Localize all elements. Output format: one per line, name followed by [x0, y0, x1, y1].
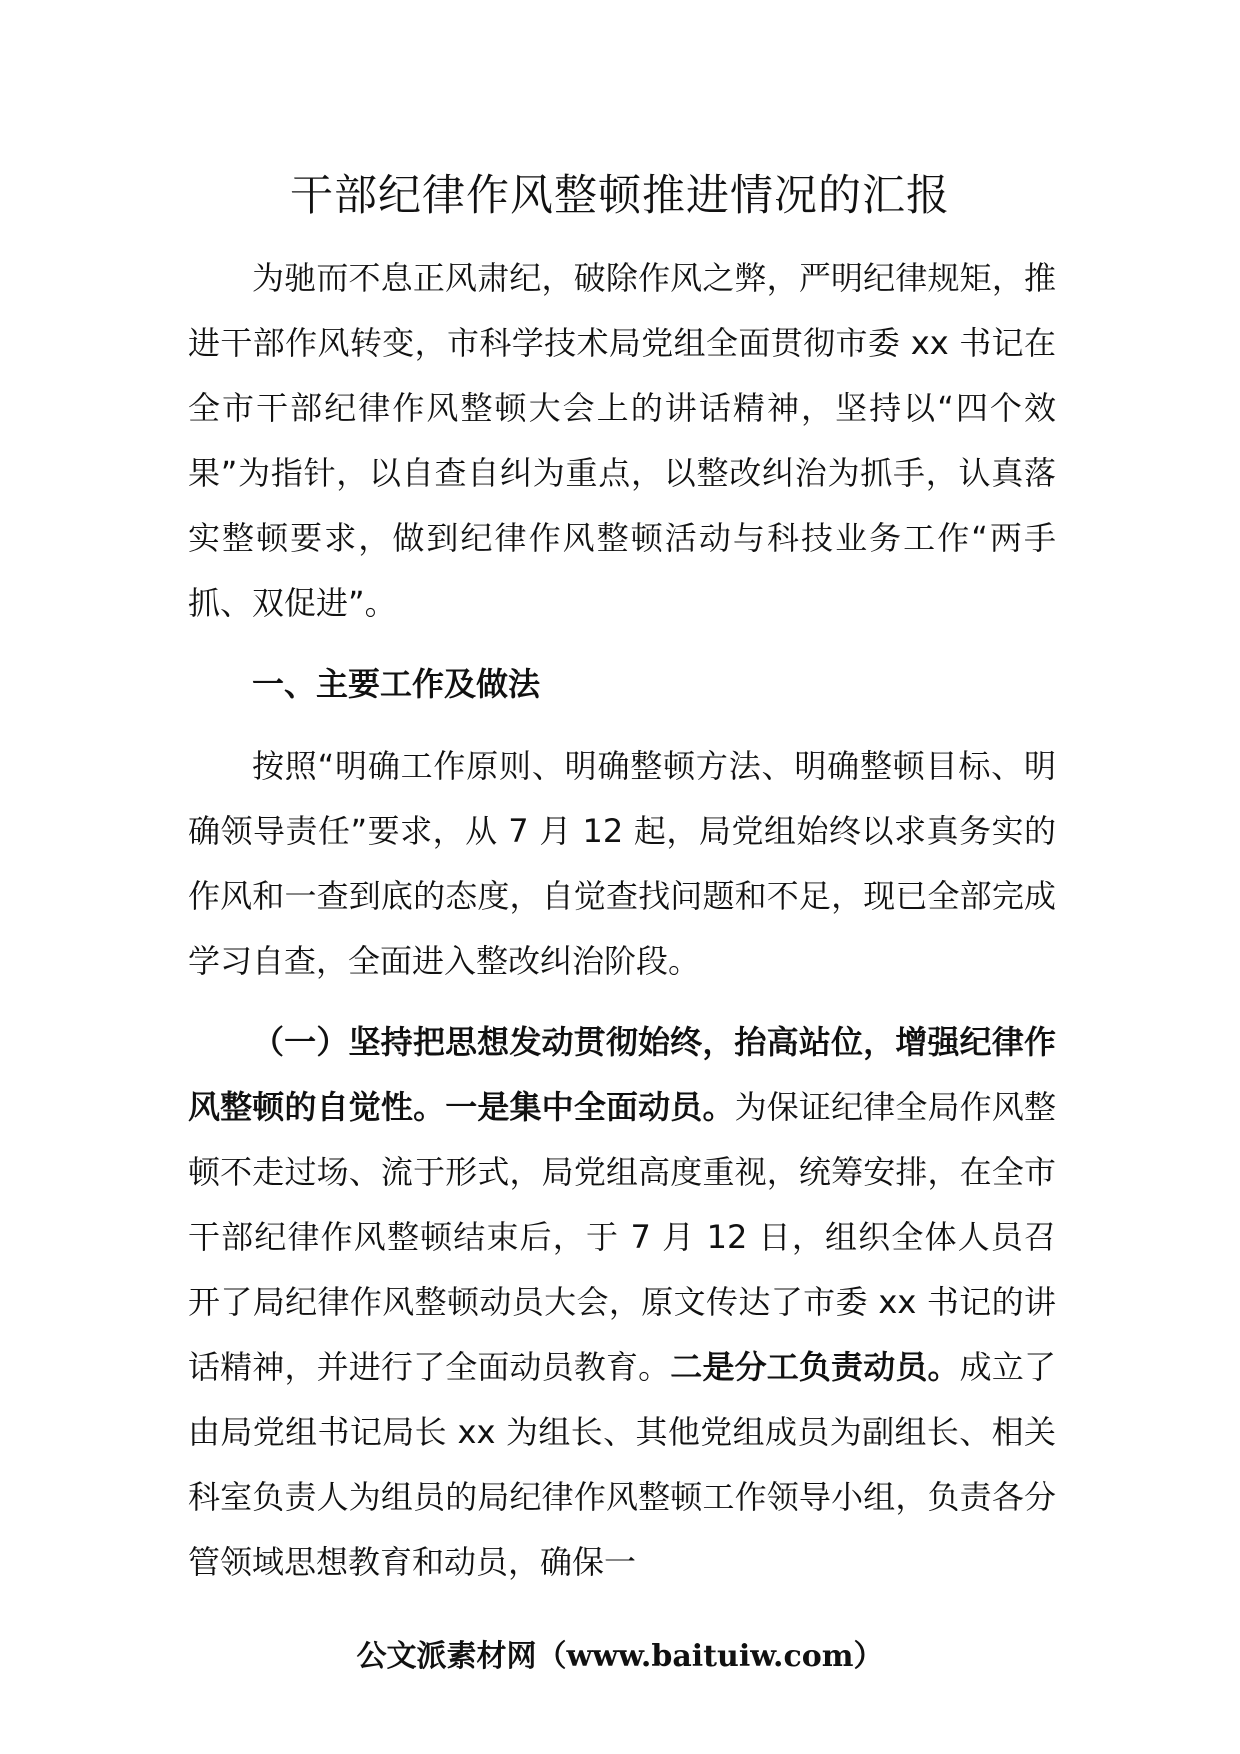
subsection-1-text-1: 为保证纪律全局作风整顿不走过场、流于形式，局党组高度重视，统筹安排，在全市干部纪律作风整顿结束后，于 7 月 12 日，组织全体人员召开了局纪律作风整顿动员大会，原文传达了市委 xx 书记的讲话精神，并进行了全面动员教育。 [188, 1088, 1056, 1386]
section-1-paragraph: 按照“明确工作原则、明确整顿方法、明确整顿目标、明确领导责任”要求，从 7 月 12 起，局党组始终以求真务实的作风和一查到底的态度，自觉查找问题和不足，现已全部完成学习自查，全面进入整改纠治阶段。 [188, 747, 1056, 980]
subsection-1-heading: （一）坚持把思想发动贯彻始终，抬高站位，增强纪律作风整顿的自觉性。一是集中全面动员。 [188, 1023, 1056, 1126]
intro-paragraph: 为驰而不息正风肃纪，破除作风之弊，严明纪律规矩，推进干部作风转变，市科学技术局党组全面贯彻市委 xx 书记在全市干部纪律作风整顿大会上的讲话精神，坚持以“四个效果”为指针，以自查自纠为重点，以整改纠治为抓手，认真落实整顿要求，做到纪律作风整顿活动与科技业务工作“两手抓、双促进”。 [188, 259, 1056, 622]
document-title: 干部纪律作风整顿推进情况的汇报 [290, 171, 950, 221]
footer-watermark: 公文派素材网（www.baituiw.com） [356, 1639, 884, 1674]
subsection-1-text-2: 成立了由局党组书记局长 xx 为组长、其他党组成员为副组长、相关科室负责人为组员的局纪律作风整顿工作领导小组，负责各分管领域思想教育和动员，确保一 [188, 1348, 1056, 1581]
subsection-1-point-2: 二是分工负责动员。 [670, 1348, 960, 1386]
section-heading-1: 一、主要工作及做法 [252, 665, 541, 703]
subsection-1-paragraph [188, 1010, 1056, 1595]
